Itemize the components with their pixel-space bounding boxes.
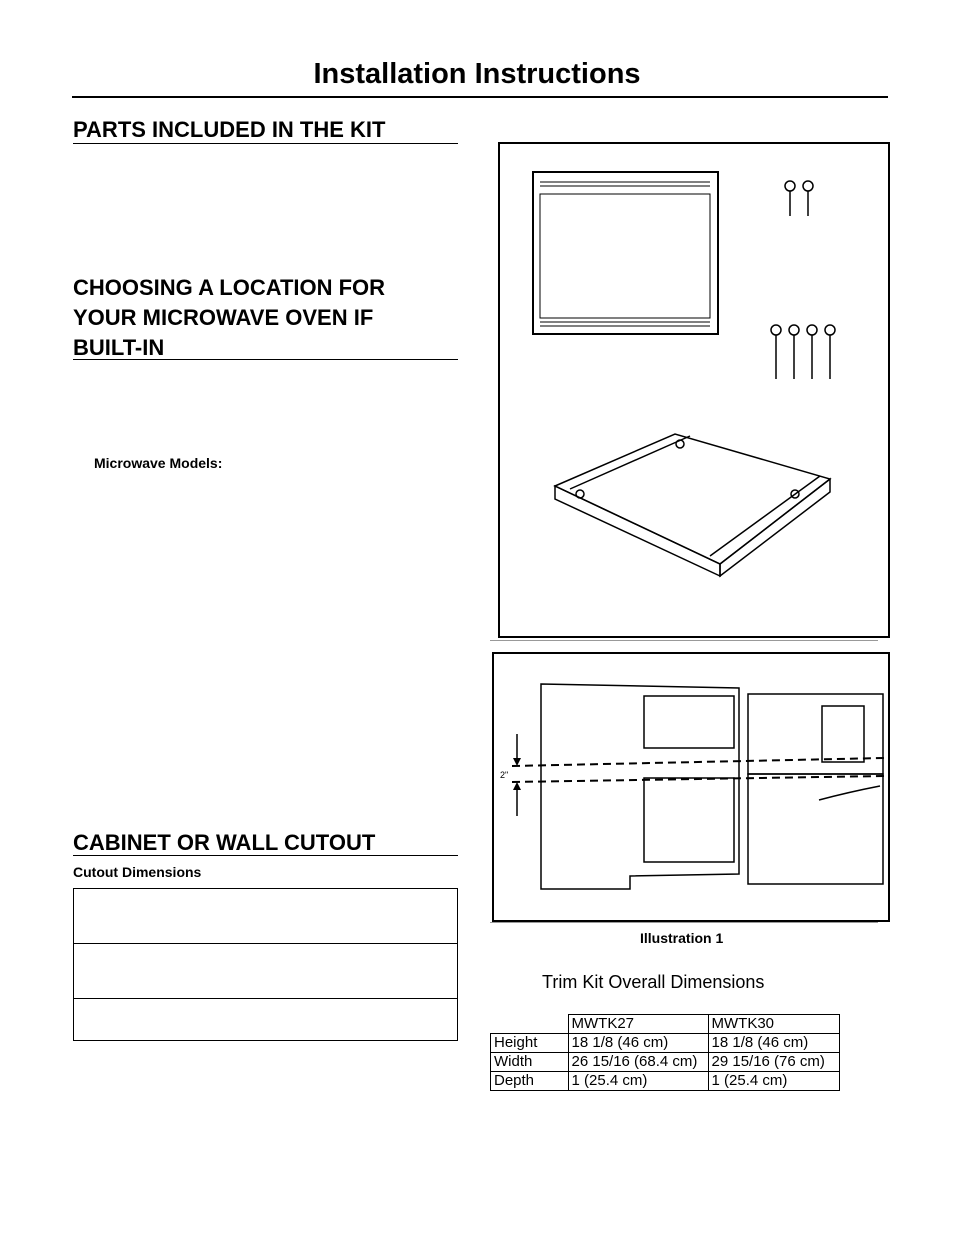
table-cell [491,1015,569,1034]
page-title: Installation Instructions [313,58,641,90]
cutout-heading: CABINET OR WALL CUTOUT [73,830,376,855]
table-row [491,1053,840,1072]
table-cell: 1 (25.4 cm) [708,1072,839,1091]
table-row [491,1034,840,1053]
table-row [74,944,458,999]
cabinet-body [541,684,739,889]
table-cell [74,889,458,944]
parts-heading-rule [73,143,458,144]
table-cell: 18 1/8 (46 cm) [568,1034,708,1053]
microwave-window [822,706,864,762]
table-row [74,999,458,1041]
cabinet-illustration [492,652,890,922]
table-cell [74,944,458,999]
figure-separator [490,922,878,923]
microwave-models-label: Microwave Models: [94,455,223,471]
table-cell: 26 15/16 (68.4 cm) [568,1053,708,1072]
lower-opening [644,778,734,862]
base-tray-drawing [555,434,830,576]
location-heading-line-3: BUILT-IN [73,335,165,360]
table-cell [74,999,458,1041]
upper-opening [644,696,734,748]
table-row [491,1015,840,1034]
table-header: MWTK27 [568,1015,708,1034]
dashed-line-bottom [512,776,884,782]
short-screws-drawing [785,181,813,216]
table-row [74,889,458,944]
location-heading-line-2: YOUR MICROWAVE OVEN IF [73,305,374,330]
cutout-dimensions-label: Cutout Dimensions [73,864,202,880]
trim-frame-drawing [533,172,718,334]
table-cell: Height [491,1034,569,1053]
table-cell: Depth [491,1072,569,1091]
table-cell: 29 15/16 (76 cm) [708,1053,839,1072]
cutout-heading-rule [73,855,458,856]
title-divider [72,96,888,98]
cutout-dimensions-table [73,888,458,1041]
trim-kit-title: Trim Kit Overall Dimensions [542,972,765,992]
long-screws-drawing [771,325,835,379]
parts-drawing [500,144,888,636]
table-cell: 1 (25.4 cm) [568,1072,708,1091]
table-cell: 18 1/8 (46 cm) [708,1034,839,1053]
location-heading-line-1: CHOOSING A LOCATION FOR [73,275,386,300]
oven-handle [819,786,880,800]
wall-oven-unit [748,774,883,884]
table-header: MWTK30 [708,1015,839,1034]
table-row [491,1072,840,1091]
trim-kit-table [490,1014,840,1091]
location-heading [73,273,385,363]
dimension-mark: 2" [500,770,509,780]
cabinet-drawing [494,654,888,920]
figure-separator [490,640,878,641]
parts-figure [498,142,890,638]
table-cell: Width [491,1053,569,1072]
illustration-caption: Illustration 1 [640,930,724,946]
parts-heading: PARTS INCLUDED IN THE KIT [73,117,386,142]
location-heading-rule [73,359,458,360]
